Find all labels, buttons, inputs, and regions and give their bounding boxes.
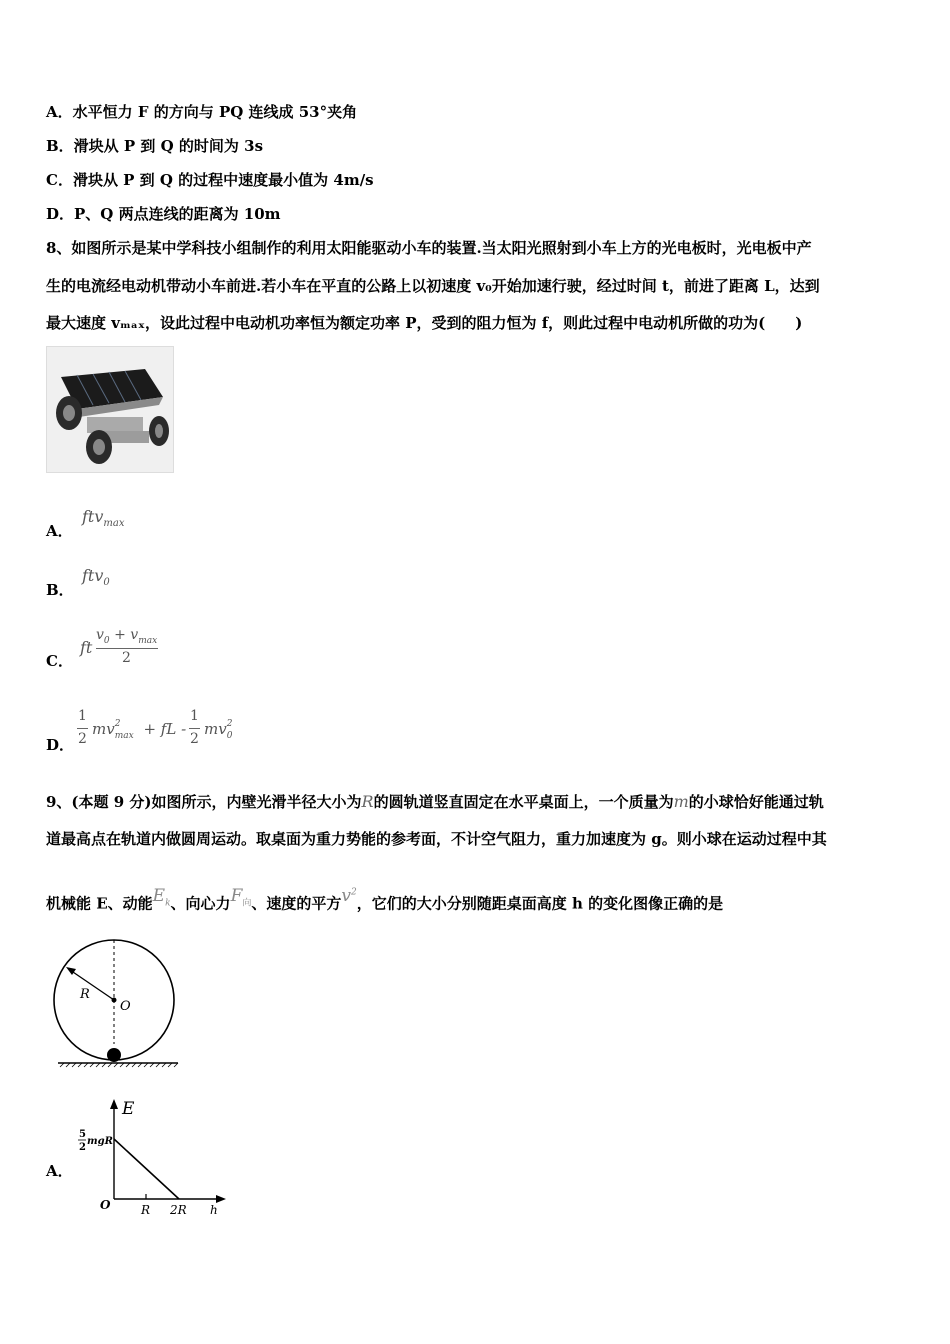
q8-option-a-letter: A． [46,522,73,540]
q8-c-sub0: 0 [103,635,110,646]
label-R: R [80,987,90,1002]
q8-c-v0: v [96,627,104,643]
energy-line [114,1139,179,1199]
q8-option-a-expr [82,507,124,529]
q8-option-b-letter: B． [46,581,74,599]
q9-l1-m: m [673,792,689,811]
x-axis-label: h [210,1203,218,1217]
q9-l3-pre: 机械能 E、动能 [46,894,153,913]
y-val-den: 2 [79,1142,86,1153]
origin-label: O [100,1198,111,1212]
q8-d-term2 [204,719,239,741]
solar-car-drawing [47,347,173,472]
q8-d-sub1: max [114,731,134,741]
q8-d-bar2 [189,728,200,729]
q8-c-fraction-bar [96,648,158,649]
q9-l3-v-sup: 2 [351,887,357,897]
x-axis-arrow [216,1195,226,1203]
q8-line-3: 最大速度 vₘₐₓ，设此过程中电动机功率恒为额定功率 P，受到的阻力恒为 f，则此过程中电动机所做的功为( ) [46,314,803,332]
q9-l3-Ek [152,885,171,909]
q8-line-1: 8、如图所示是某中学科技小组制作的利用太阳能驱动小车的装置.当太阳光照射到小车上方的光电板时，光电板中产 [46,239,812,257]
q8-b-main: ftv [82,566,104,585]
x-tick-R: R [141,1203,151,1217]
q8-option-c-letter: C． [46,652,73,670]
q9-l3-F-F: F [230,885,243,906]
q8-d-one2: 1 [190,708,199,724]
ball [107,1048,121,1062]
q8-d-mv1: mv [92,720,115,738]
y-axis-label: E [122,1099,135,1119]
y-val-num: 5 [79,1129,86,1140]
q8-option-d-letter: D． [46,736,75,754]
q8-d-sub2: 0 [226,731,233,741]
q8-d-one1: 1 [78,708,87,724]
q8-d-mid: + fL - [138,720,191,738]
q8-a-main: ftv [82,507,104,526]
y-val-unit: mgR [87,1136,113,1147]
q8-c-numerator [96,627,157,646]
q9-l3-mid2: 、速度的平方 [251,894,342,913]
q8-d-sup1: 2 [114,719,121,729]
q8-option-d-expr [78,708,248,754]
q9-line-1 [46,792,824,812]
q8-b-sub: 0 [103,577,110,589]
q9-l3-v-v: v [341,885,351,906]
y-axis-arrow [110,1099,118,1109]
circle-track-figure [52,934,182,1078]
q9-l1-mid: 的圆轨道竖直固定在水平桌面上，一个质量为 [373,793,674,811]
q9-line-3 [46,885,724,921]
q8-a-sub: max [103,518,125,530]
label-O: O [120,999,131,1014]
q8-c-pre: ft [80,638,93,657]
q9-l3-Ek-sub: k [165,898,171,909]
q9-option-a-letter: A． [46,1162,73,1180]
q8-d-term1 [92,719,191,741]
option-d-prev: D．P、Q 两点连线的距离为 10m [46,205,281,223]
q9-l1-post: 的小球恰好能通过轨 [688,793,824,811]
q8-d-sup2: 2 [226,719,233,729]
option-b-prev: B．滑块从 P 到 Q 的时间为 3s [46,137,264,155]
q8-c-plus: + v [109,627,139,643]
q9-l3-v [341,886,356,906]
q9-l3-Ek-E: E [152,885,166,906]
q9-option-a-graph [74,1097,234,1226]
q9-l1-R: R [361,792,374,811]
circle-track-svg [52,934,182,1074]
x-tick-2R: 2R [170,1203,187,1217]
solar-car-image [46,346,174,473]
q8-d-two1: 2 [78,731,87,747]
q8-d-mv2: mv [204,720,227,738]
q9-option-a-svg [74,1097,234,1222]
q8-option-c-expr [80,627,170,671]
q9-l3-F-sub: 向 [242,898,252,909]
radius-line [70,970,114,1000]
q9-l3-F [230,885,252,909]
q8-line-2: 生的电流经电动机带动小车前进.若小车在平直的公路上以初速度 v₀开始加速行驶，经过时间 t，前进了距离 L，达到 [46,277,820,295]
q8-c-submax: max [138,635,158,646]
center-point [112,998,117,1003]
q8-option-b-expr [82,566,110,588]
q9-l3-post: ，它们的大小分别随距桌面高度 h 的变化图像正确的是 [356,894,724,913]
q9-l1-pre: 9、(本题 9 分)如图所示，内壁光滑半径大小为 [46,793,362,811]
q8-d-bar1 [77,728,88,729]
q8-d-two2: 2 [190,731,199,747]
option-a-prev: A．水平恒力 F 的方向与 PQ 连线成 53°夹角 [46,103,358,121]
q9-l3-mid1: 、向心力 [170,894,231,913]
option-c-prev: C．滑块从 P 到 Q 的过程中速度最小值为 4m/s [46,171,374,189]
q8-c-denominator: 2 [122,650,131,666]
q9-line-2: 道最高点在轨道内做圆周运动。取桌面为重力势能的参考面，不计空气阻力，重力加速度为 g。则小球在运动过程中其 [46,830,827,848]
